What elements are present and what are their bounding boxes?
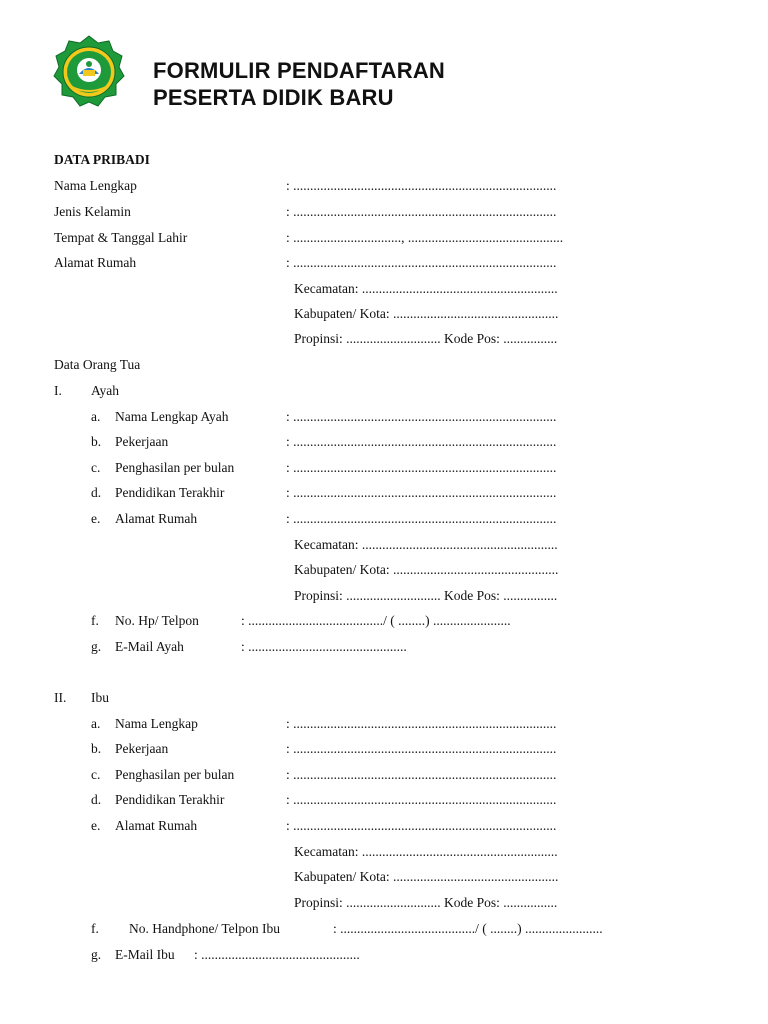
field-blank-kabupaten-ibu[interactable]: Kabupaten/ Kota: .................................................: [294, 869, 559, 884]
list-marker: e.: [91, 511, 101, 526]
field-label-alamat-ibu: Alamat Rumah: [115, 818, 198, 833]
field-blank-jenis-kelamin[interactable]: : ..............................................................................: [286, 204, 557, 219]
subsection-heading-ibu: Ibu: [91, 690, 109, 705]
list-marker: b.: [91, 741, 102, 756]
field-label-nama-lengkap-ayah: Nama Lengkap Ayah: [115, 409, 229, 424]
field-blank-telpon-ibu[interactable]: : ......................................../ ( ........) .......................: [333, 921, 603, 936]
field-blank-propinsi-ibu[interactable]: Propinsi: ............................ Kode Pos: ................: [294, 895, 558, 910]
field-blank-kabupaten-ayah[interactable]: Kabupaten/ Kota: .................................................: [294, 562, 559, 577]
field-label-pendidikan-ibu: Pendidikan Terakhir: [115, 792, 225, 807]
field-blank-penghasilan-ayah[interactable]: : ..............................................................................: [286, 460, 557, 475]
field-blank-pekerjaan-ayah[interactable]: : ..............................................................................: [286, 434, 557, 449]
field-blank-email-ibu[interactable]: : ...............................................: [194, 947, 360, 962]
field-label-alamat-rumah: Alamat Rumah: [54, 255, 137, 270]
field-blank-kecamatan-ibu[interactable]: Kecamatan: ..........................................................: [294, 844, 558, 859]
field-label-email-ibu: E-Mail Ibu: [115, 947, 175, 962]
field-label-nama-lengkap-ibu: Nama Lengkap: [115, 716, 198, 731]
list-marker: g.: [91, 947, 102, 962]
roman-numeral-ayah: I.: [54, 383, 62, 398]
field-label-tempat-tanggal-lahir: Tempat & Tanggal Lahir: [54, 230, 188, 245]
field-blank-alamat-ayah[interactable]: : ..............................................................................: [286, 511, 557, 526]
section-heading-data-orang-tua: Data Orang Tua: [54, 357, 141, 372]
list-marker: f.: [91, 921, 99, 936]
school-logo: [52, 34, 126, 112]
field-label-telpon-ayah: No. Hp/ Telpon: [115, 613, 199, 628]
list-marker: d.: [91, 792, 102, 807]
list-marker: g.: [91, 639, 102, 654]
field-label-penghasilan-ibu: Penghasilan per bulan: [115, 767, 235, 782]
list-marker: c.: [91, 460, 101, 475]
list-marker: a.: [91, 716, 101, 731]
field-blank-email-ayah[interactable]: : ...............................................: [241, 639, 407, 654]
list-marker: b.: [91, 434, 102, 449]
field-blank-pendidikan-ayah[interactable]: : ..............................................................................: [286, 485, 557, 500]
field-label-pendidikan-ayah: Pendidikan Terakhir: [115, 485, 225, 500]
field-blank-nama-lengkap-ayah[interactable]: : ..............................................................................: [286, 409, 557, 424]
form-title-line-1: FORMULIR PENDAFTARAN: [153, 58, 446, 83]
field-blank-propinsi-ayah[interactable]: Propinsi: ............................ Kode Pos: ................: [294, 588, 558, 603]
subsection-heading-ayah: Ayah: [91, 383, 120, 398]
field-label-penghasilan-ayah: Penghasilan per bulan: [115, 460, 235, 475]
field-blank-telpon-ayah[interactable]: : ......................................../ ( ........) .......................: [241, 613, 511, 628]
section-heading-data-pribadi: DATA PRIBADI: [54, 152, 150, 167]
field-blank-nama-lengkap[interactable]: : ..............................................................................: [286, 178, 557, 193]
field-blank-pendidikan-ibu[interactable]: : ..............................................................................: [286, 792, 557, 807]
field-blank-nama-lengkap-ibu[interactable]: : ..............................................................................: [286, 716, 557, 731]
field-blank-kecamatan[interactable]: Kecamatan: ..........................................................: [294, 281, 558, 296]
list-marker: e.: [91, 818, 101, 833]
field-blank-kabupaten-kota[interactable]: Kabupaten/ Kota: .................................................: [294, 306, 559, 321]
field-blank-kecamatan-ayah[interactable]: Kecamatan: ..........................................................: [294, 537, 558, 552]
field-label-pekerjaan-ayah: Pekerjaan: [115, 434, 169, 449]
field-blank-propinsi-kode-pos[interactable]: Propinsi: ............................ Kode Pos: ................: [294, 331, 558, 346]
list-marker: d.: [91, 485, 102, 500]
field-blank-alamat-ibu[interactable]: : ..............................................................................: [286, 818, 557, 833]
field-blank-tempat-tanggal-lahir[interactable]: : ................................, ..............................................: [286, 230, 564, 245]
field-label-email-ayah: E-Mail Ayah: [115, 639, 184, 654]
list-marker: f.: [91, 613, 99, 628]
field-blank-pekerjaan-ibu[interactable]: : ..............................................................................: [286, 741, 557, 756]
field-label-alamat-ayah: Alamat Rumah: [115, 511, 198, 526]
field-label-jenis-kelamin: Jenis Kelamin: [54, 204, 131, 219]
field-label-pekerjaan-ibu: Pekerjaan: [115, 741, 169, 756]
field-label-nama-lengkap: Nama Lengkap: [54, 178, 137, 193]
form-title-line-2: PESERTA DIDIK BARU: [153, 85, 394, 110]
field-label-telpon-ibu: No. Handphone/ Telpon Ibu: [129, 921, 281, 936]
field-blank-penghasilan-ibu[interactable]: : ..............................................................................: [286, 767, 557, 782]
list-marker: c.: [91, 767, 101, 782]
roman-numeral-ibu: II.: [54, 690, 67, 705]
list-marker: a.: [91, 409, 101, 424]
field-blank-alamat-rumah[interactable]: : ..............................................................................: [286, 255, 557, 270]
